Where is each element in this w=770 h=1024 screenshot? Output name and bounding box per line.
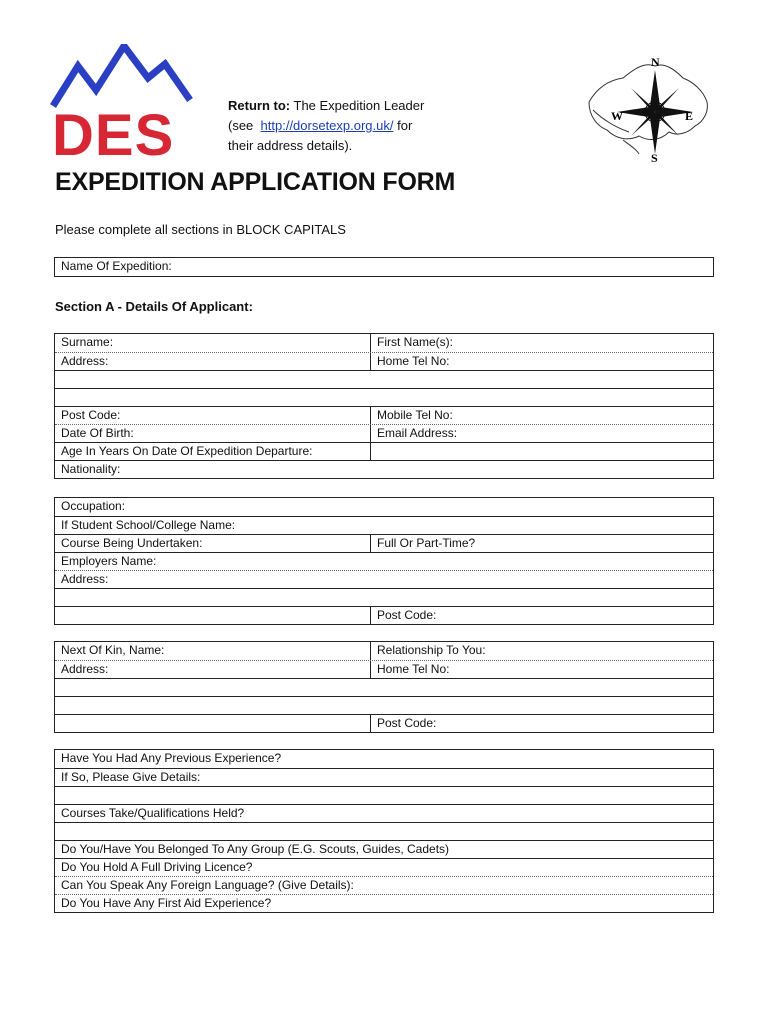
- return-line2-suffix: for: [397, 118, 413, 133]
- kin-post-code-field[interactable]: Post Code:: [370, 715, 713, 732]
- previous-experience-field[interactable]: Have You Had Any Previous Experience?: [61, 751, 282, 765]
- employer-address-field[interactable]: Address:: [61, 572, 109, 586]
- first-aid-field[interactable]: Do You Have Any First Aid Experience?: [61, 896, 272, 910]
- return-line3: their address details).: [228, 138, 353, 153]
- return-to-note: [228, 96, 458, 156]
- applicant-block: [54, 333, 714, 479]
- age-field[interactable]: Age In Years On Date Of Expedition Departure:: [61, 444, 313, 458]
- compass-map-icon: [583, 50, 713, 168]
- address-line-2[interactable]: [55, 371, 713, 388]
- section-a-title: Section A - Details Of Applicant:: [55, 299, 253, 314]
- kin-address-line-4[interactable]: [55, 715, 370, 732]
- compass-e: E: [685, 109, 694, 123]
- nationality-field[interactable]: Nationality:: [61, 462, 121, 476]
- courses-field[interactable]: Courses Take/Qualifications Held?: [61, 806, 245, 820]
- group-field[interactable]: Do You/Have You Belonged To Any Group (E.G. Scouts, Guides, Cadets): [61, 842, 450, 856]
- next-of-kin-block: [54, 641, 714, 733]
- email-field[interactable]: Email Address:: [370, 425, 713, 442]
- school-name-field[interactable]: If Student School/College Name:: [61, 518, 236, 532]
- kin-home-tel-field[interactable]: Home Tel No:: [370, 661, 713, 678]
- driving-licence-field[interactable]: Do You Hold A Full Driving Licence?: [61, 860, 253, 874]
- employer-post-code-field[interactable]: Post Code:: [370, 607, 713, 624]
- return-line2-prefix: (see: [228, 118, 254, 133]
- dob-field[interactable]: Date Of Birth:: [61, 426, 134, 440]
- mobile-tel-field[interactable]: Mobile Tel No:: [370, 407, 713, 424]
- foreign-language-field[interactable]: Can You Speak Any Foreign Language? (Give Details):: [61, 878, 354, 892]
- occupation-field[interactable]: Occupation:: [61, 499, 126, 513]
- kin-relationship-field[interactable]: Relationship To You:: [370, 642, 713, 660]
- des-logo: [50, 44, 195, 162]
- employer-address-line-2[interactable]: [55, 589, 713, 606]
- home-tel-field[interactable]: Home Tel No:: [370, 353, 713, 370]
- kin-address-line-3[interactable]: [55, 697, 713, 714]
- expedition-name-block: [54, 257, 714, 277]
- compass-n: N: [651, 55, 660, 69]
- address-field[interactable]: Address:: [61, 354, 109, 368]
- instructions: Please complete all sections in BLOCK CAPITALS: [55, 222, 346, 237]
- kin-name-field[interactable]: Next Of Kin, Name:: [61, 643, 165, 657]
- occupation-block: [54, 497, 714, 625]
- website-link[interactable]: http://dorsetexp.org.uk/: [260, 118, 394, 133]
- first-names-field[interactable]: First Name(s):: [370, 334, 713, 352]
- courses-line-2[interactable]: [55, 823, 713, 840]
- compass-w: W: [611, 109, 623, 123]
- kin-address-line-2[interactable]: [55, 679, 713, 696]
- expedition-name-field[interactable]: Name Of Expedition:: [61, 259, 172, 273]
- experience-details-line-2[interactable]: [55, 787, 713, 804]
- address-line-3[interactable]: [55, 389, 713, 406]
- compass-s: S: [651, 151, 658, 165]
- return-label: Return to:: [228, 98, 291, 113]
- full-part-time-field[interactable]: Full Or Part-Time?: [370, 535, 713, 552]
- post-code-field[interactable]: Post Code:: [61, 408, 121, 422]
- page-title: EXPEDITION APPLICATION FORM: [55, 168, 456, 196]
- logo-text: DES: [52, 103, 175, 162]
- experience-block: [54, 749, 714, 913]
- employer-address-line-3[interactable]: [55, 607, 370, 624]
- age-answer[interactable]: [370, 443, 713, 460]
- experience-details-field[interactable]: If So, Please Give Details:: [61, 770, 201, 784]
- kin-address-field[interactable]: Address:: [61, 662, 109, 676]
- surname-field[interactable]: Surname:: [61, 335, 114, 349]
- employers-name-field[interactable]: Employers Name:: [61, 554, 157, 568]
- course-field[interactable]: Course Being Undertaken:: [61, 536, 203, 550]
- return-line1: The Expedition Leader: [293, 98, 425, 113]
